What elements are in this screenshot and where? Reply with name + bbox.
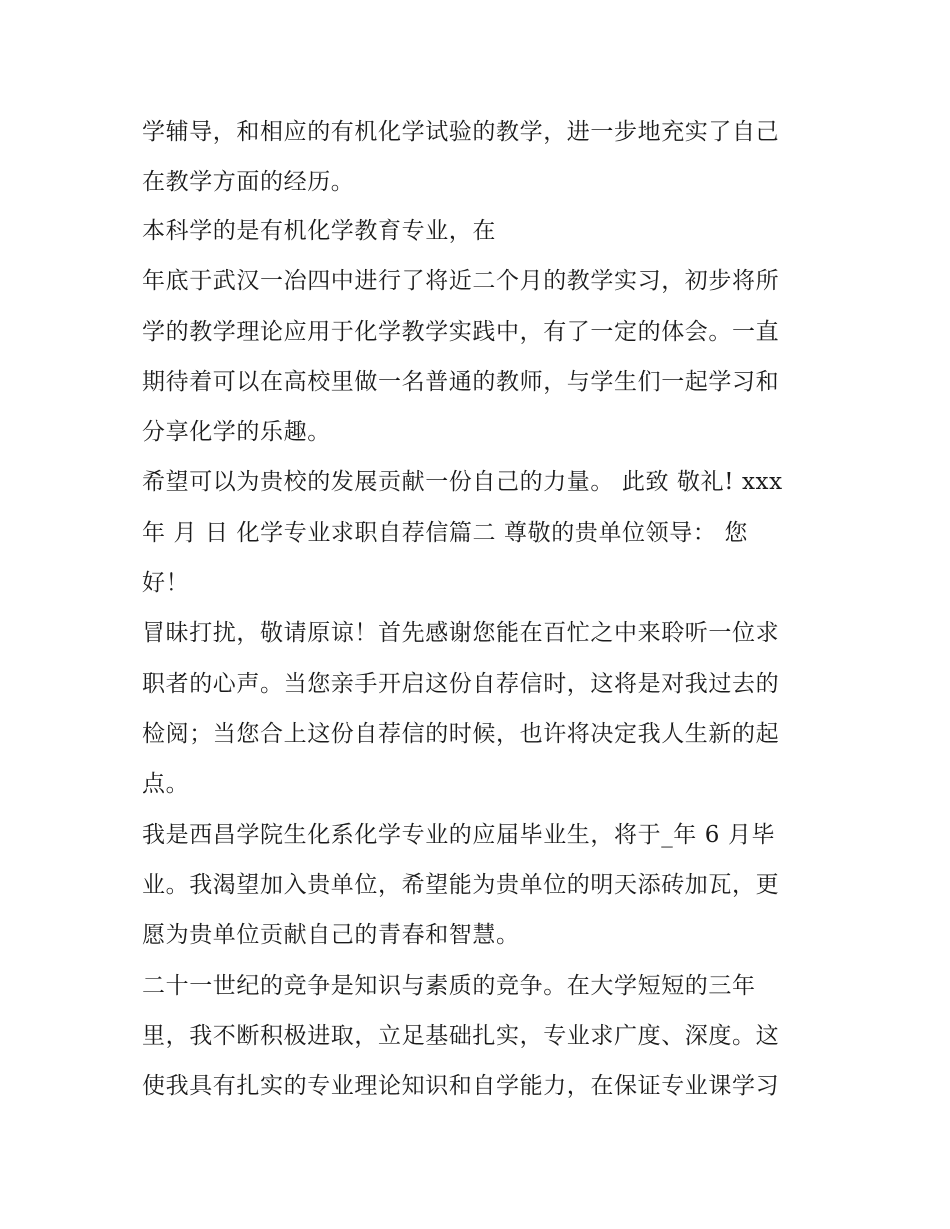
text-line-20: 使我具有扎实的专业理论知识和自学能力，在保证专业课学习 (142, 1073, 780, 1099)
text-line-17: 愿为贵单位贡献自己的青春和智慧。 (142, 922, 520, 948)
text-line-11: 冒昧打扰，敬请原谅！首先感谢您能在百忙之中来聆听一位求 (142, 620, 780, 646)
text-line-18: 二十一世纪的竞争是知识与素质的竞争。在大学短短的三年 (142, 973, 756, 999)
text-line-15: 我是西昌学院生化系化学专业的应届毕业生，将于_年 6 月毕 (142, 822, 776, 848)
text-line-14: 点。 (142, 771, 190, 797)
text-line-10: 好！ (142, 570, 190, 596)
text-line-2: 在教学方面的经历。 (142, 169, 355, 195)
text-line-6: 期待着可以在高校里做一名普通的教师，与学生们一起学习和 (142, 369, 780, 395)
text-line-7: 分享化学的乐趣。 (142, 419, 331, 445)
text-line-1: 学辅导，和相应的有机化学试验的教学，进一步地充实了自己 (142, 119, 780, 145)
text-line-13: 检阅；当您合上这份自荐信的时候，也许将决定我人生新的起 (142, 721, 780, 747)
text-line-16: 业。我渴望加入贵单位，希望能为贵单位的明天添砖加瓦，更 (142, 872, 780, 898)
text-line-3: 本科学的是有机化学教育专业，在 (142, 218, 496, 244)
text-line-8: 希望可以为贵校的发展贡献一份自己的力量。 此致 敬礼! xxx (142, 469, 783, 495)
text-line-5: 学的教学理论应用于化学教学实践中，有了一定的体会。一直 (142, 319, 780, 345)
text-line-9: 年 月 日 化学专业求职自荐信篇二 尊敬的贵单位领导： 您 (142, 520, 748, 546)
text-line-12: 职者的心声。当您亲手开启这份自荐信时，这将是对我过去的 (142, 671, 780, 697)
text-line-19: 里，我不断积极进取，立足基础扎实，专业求广度、深度。这 (142, 1023, 780, 1049)
text-line-4: 年底于武汉一冶四中进行了将近二个月的教学实习，初步将所 (142, 268, 780, 294)
